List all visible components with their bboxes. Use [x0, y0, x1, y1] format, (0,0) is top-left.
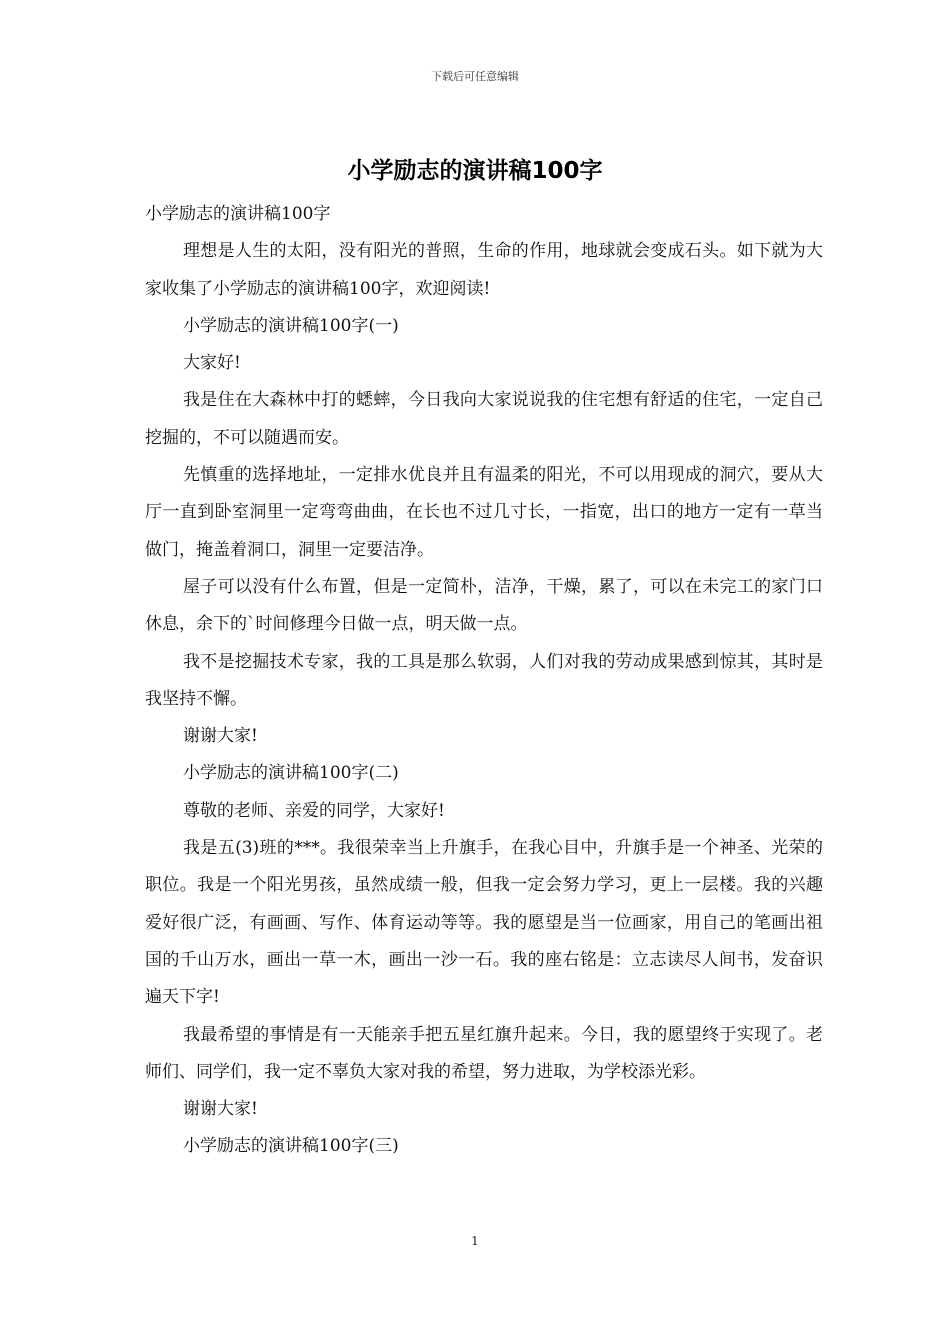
intro-paragraph: 理想是人生的太阳，没有阳光的普照，生命的作用，地球就会变成石头。如下就为大家收集了小学励志的演讲稿100字，欢迎阅读! [145, 241, 823, 299]
section-heading-1: 小学励志的演讲稿100字(一) [183, 315, 399, 336]
body-paragraph: 先慎重的选择地址，一定排水优良并且有温柔的阳光，不可以用现成的洞穴，要从大厅一直到卧室洞里一定弯弯曲曲，在长也不过几寸长，一指宽，出口的地方一定有一草当做门，掩盖着洞口，洞里一定要洁净。 [145, 465, 823, 560]
document-title: 小学励志的演讲稿100字 [347, 158, 603, 184]
body-paragraph: 屋子可以没有什么布置，但是一定简朴，洁净，干燥，累了，可以在未完工的家门口休息，余下的`时间修理今日做一点，明天做一点。 [145, 576, 823, 635]
section-heading-2: 小学励志的演讲稿100字(二) [183, 763, 399, 784]
body-paragraph: 我不是挖掘技术专家，我的工具是那么软弱，人们对我的劳动成果感到惊其，其时是我坚持不懈。 [145, 651, 823, 709]
body-paragraph: 谢谢大家! [183, 1099, 258, 1120]
subtitle-paragraph: 小学励志的演讲稿100字 [145, 204, 331, 224]
body-paragraph: 谢谢大家! [183, 726, 258, 747]
body-paragraph: 我最希望的事情是有一天能亲手把五星红旗升起来。今日，我的愿望终于实现了。老师们、同学们，我一定不辜负大家对我的希望，努力进取，为学校添光彩。 [145, 1024, 823, 1082]
body-paragraph: 尊敬的老师、亲爱的同学，大家好! [183, 800, 445, 821]
page-header: 下载后可任意编辑 [431, 70, 519, 83]
document-body [145, 196, 823, 1166]
body-paragraph: 我是住在大森林中打的蟋蟀，今日我向大家说说我的住宅想有舒适的住宅，一定自己挖掘的，不可以随遇而安。 [145, 390, 823, 448]
page-number: 1 [471, 1234, 479, 1248]
section-heading-3: 小学励志的演讲稿100字(三) [183, 1136, 399, 1157]
body-paragraph: 大家好! [183, 353, 241, 374]
body-paragraph: 我是五(3)班的***。我很荣幸当上升旗手，在我心目中，升旗手是一个神圣、光荣的职位。我是一个阳光男孩，虽然成绩一般，但我一定会努力学习，更上一层楼。我的兴趣爱好很广泛，有画画、写作、体育运动等等。我的愿望是当一位画家，用自己的笔画出祖国的千山万水，画出一草一木，画出一沙一石。我的座右铭是：立志读尽人间书，发奋识遍天下字! [145, 838, 823, 1008]
